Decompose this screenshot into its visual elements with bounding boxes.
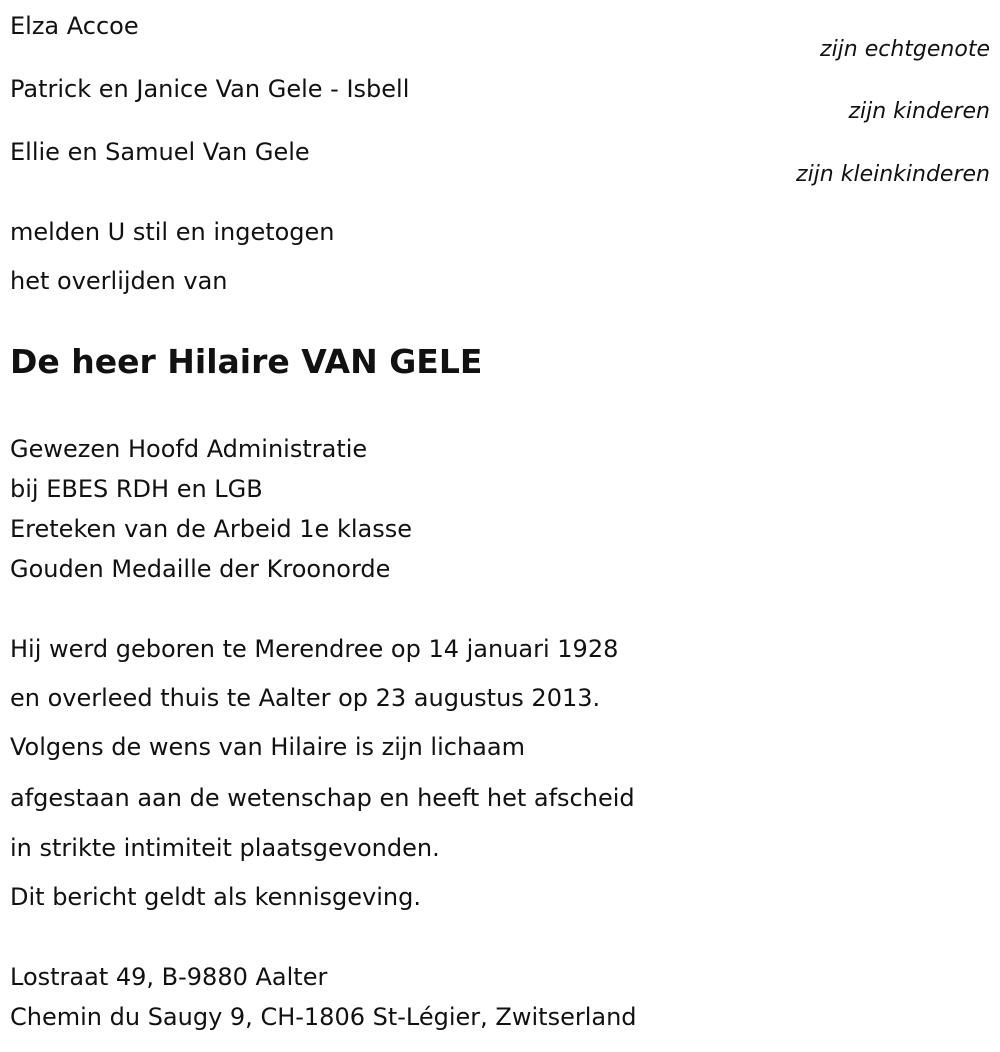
title-line: Gouden Medaille der Kroonorde: [10, 555, 391, 583]
family-relation: zijn echtgenote: [820, 37, 990, 62]
family-names: Elza Accoe: [10, 12, 139, 40]
family-names: Patrick en Janice Van Gele - Isbell: [10, 75, 410, 103]
body-line: en overleed thuis te Aalter op 23 augustus 2013.: [10, 684, 601, 712]
body-line: Dit bericht geldt als kennisgeving.: [10, 883, 421, 911]
family-names: Ellie en Samuel Van Gele: [10, 138, 310, 166]
deceased-name: De heer Hilaire VAN GELE: [10, 342, 483, 381]
family-relation: zijn kinderen: [848, 99, 990, 124]
body-line: in strikte intimiteit plaatsgevonden.: [10, 834, 440, 862]
announcement-line: melden U stil en ingetogen: [10, 218, 335, 246]
title-line: bij EBES RDH en LGB: [10, 475, 263, 503]
title-line: Ereteken van de Arbeid 1e klasse: [10, 515, 412, 543]
address-line: Chemin du Saugy 9, CH-1806 St-Légier, Zwitserland: [10, 1003, 637, 1031]
family-relation: zijn kleinkinderen: [796, 162, 990, 187]
announcement-line: het overlijden van: [10, 267, 228, 295]
body-line: Hij werd geboren te Merendree op 14 januari 1928: [10, 635, 619, 663]
title-line: Gewezen Hoofd Administratie: [10, 435, 368, 463]
body-line: Volgens de wens van Hilaire is zijn lichaam: [10, 733, 525, 761]
body-line: afgestaan aan de wetenschap en heeft het afscheid: [10, 784, 635, 812]
address-line: Lostraat 49, B-9880 Aalter: [10, 963, 328, 991]
